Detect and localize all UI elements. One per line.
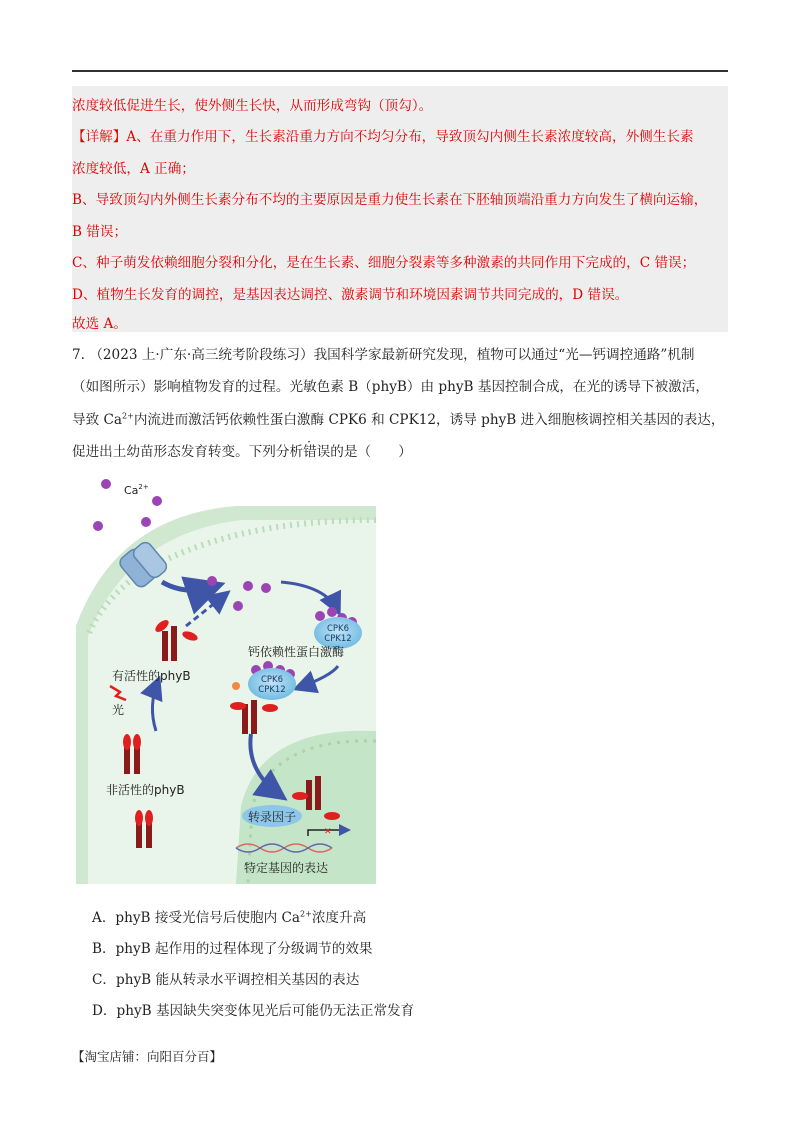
option-d: D．phyB 基因缺失突变体见光后可能仍无法正常发育 <box>92 1003 415 1019</box>
emphasis-error: 错误 <box>303 444 331 460</box>
answer-line: 故选 A。 <box>72 316 127 332</box>
inactive-phyb-label: 非活性的phyB <box>106 783 185 797</box>
question-line-2: （如图所示）影响植物发育的过程。光敏色素 B（phyB）由 phyB 基因控制合成，在光的诱导下被激活， <box>72 379 709 395</box>
question-line-1: 7. （2023 上·广东·高三统考阶段练习）我国科学家最新研究发现，植物可以通过“光—钙调控通路”机制 <box>72 347 695 363</box>
question-line-4: 促进出土幼苗形态发育转变。下列分析错误的是（ ） <box>72 444 412 460</box>
calcium-label: $Ca^{2+}$ <box>124 483 149 497</box>
tf-label: 转录因子 <box>247 810 297 824</box>
question-line-3: 导致 $Ca^{2+}$内流进而激活钙依赖性蛋白激酶 CPK6 和 CPK12，诱导 phyB 进入细胞核调控相关基因的表达， <box>72 411 725 428</box>
gene-expression-label: 特定基因的表达 <box>244 861 329 875</box>
answer-line: 【详解】A、在重力作用下，生长素沿重力方向不均匀分布，导致顶勾内侧生长素浓度较高，外侧生长素 <box>72 129 694 145</box>
answer-line: D、植物生长发育的调控，是基因表达调控、激素调节和环境因素调节共同完成的，D 错误。 <box>72 287 629 303</box>
detail-tag: 【详解】 <box>72 129 127 145</box>
svg-text:CPK12: CPK12 <box>324 634 352 644</box>
answer-line: B 错误； <box>72 224 128 240</box>
answer-line: 浓度较低促进生长，使外侧生长快，从而形成弯钩（顶勾）。 <box>72 98 433 114</box>
svg-text:CPK12: CPK12 <box>258 685 286 695</box>
kinase-label: 钙依赖性蛋白激酶 <box>248 645 345 659</box>
answer-line: 浓度较低，A 正确； <box>72 161 195 177</box>
option-c: C．phyB 能从转录水平调控相关基因的表达 <box>92 972 360 988</box>
svg-text:CPK6: CPK6 <box>326 624 350 634</box>
footer-shop: 【淘宝店铺：向阳百分百】 <box>72 1049 223 1064</box>
header-rule <box>72 70 728 72</box>
svg-text:CPK6: CPK6 <box>260 675 284 685</box>
question-source: （2023 上·广东·高三统考阶段练习） <box>89 347 314 363</box>
answer-line: C、种子萌发依赖细胞分裂和分化，是在生长素、细胞分裂素等多种激素的共同作用下完成的，C 错误； <box>72 255 696 271</box>
question-number: 7. <box>72 347 85 363</box>
option-b: B．phyB 起作用的过程体现了分级调节的效果 <box>92 941 373 957</box>
phyb-pathway-figure <box>76 476 376 884</box>
active-phyb-label: 有活性的phyB <box>112 669 191 683</box>
answer-line: B、导致顶勾内外侧生长素分布不均的主要原因是重力使生长素在下胚轴顶端沿重力方向发生了横向运输， <box>72 192 708 208</box>
svg-text:✕: ✕ <box>324 827 332 837</box>
light-label: 光 <box>112 703 125 717</box>
option-a: A．phyB 接受光信号后使胞内 $Ca^{2+}$浓度升高 <box>92 909 367 926</box>
